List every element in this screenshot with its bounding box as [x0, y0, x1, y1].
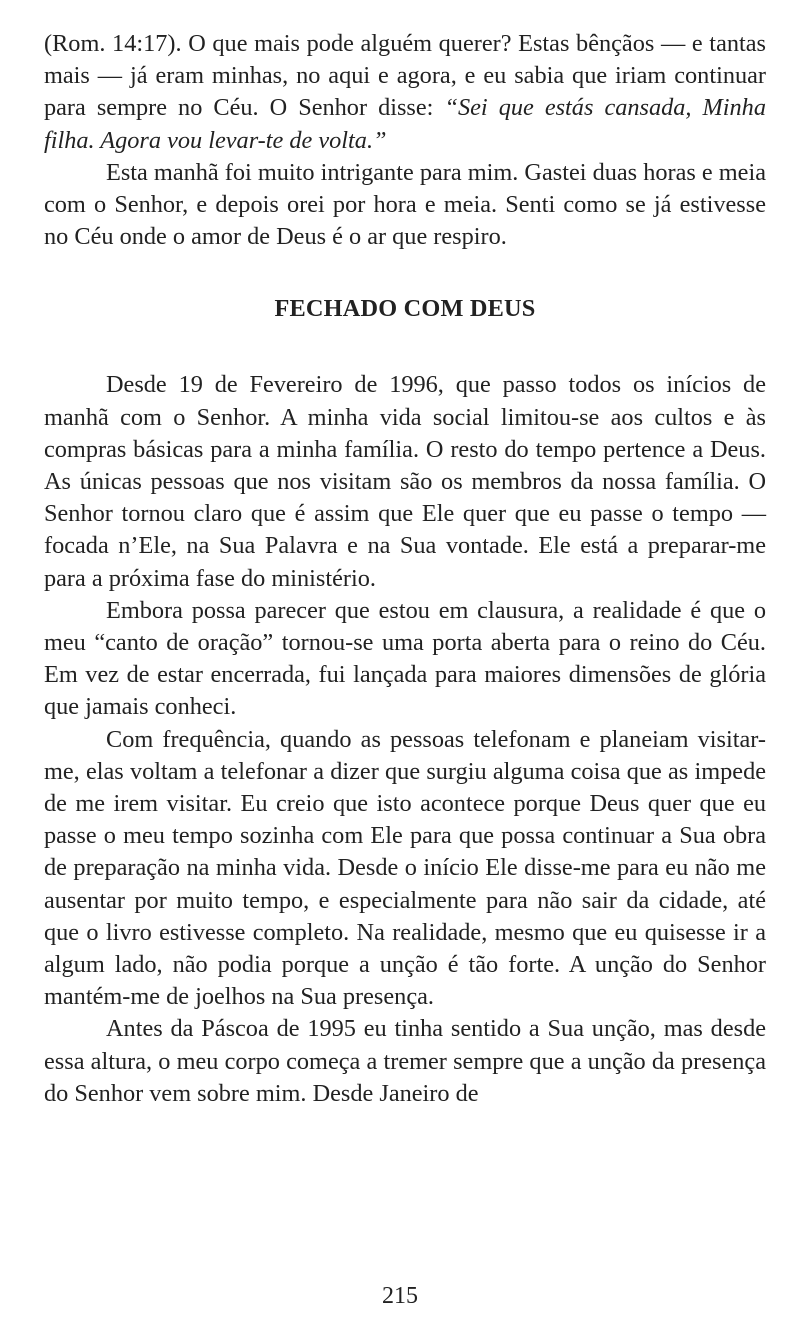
lord-quote: “Sei que estás cansada, Minha filha. Agora vou levar-te de volta.”	[44, 94, 766, 154]
paragraph: Com frequência, quando as pessoas telefonam e planeiam visitar-me, elas voltam a telefonar a dizer que surgiu alguma coisa que as impede de me irem visitar. Eu creio que isto acontece porque Deus quer que eu passe o meu tempo sozinha com Ele para que possa continuar a Sua obra de preparação na minha vida. Desde o início Ele disse-me para eu não me ausentar por muito tempo, e especialmente para não sair da cidade, até que o livro estivesse completo. Na realidade, mesmo que eu quisesse ir a algum lado, não podia porque a unção é tão forte. A unção do Senhor mantém-me de joelhos na Sua presença.	[44, 725, 766, 1011]
paragraph-morning: Esta manhã foi muito intrigante para mim. Gastei duas horas e meia com o Senhor, e depois orei por hora e meia. Senti como se já estivesse no Céu onde o amor de Deus é o ar que respiro.	[44, 158, 766, 251]
opening-paragraph	[44, 28, 766, 157]
paragraph: Desde 19 de Fevereiro de 1996, que passo todos os inícios de manhã com o Senhor. A minha vida social limitou-se aos cultos e às compras básicas para a minha família. O resto do tempo pertence a Deus. As únicas pessoas que nos visitam são os membros da nossa família. O Senhor tornou claro que é assim que Ele quer que eu passe o tempo — focada n’Ele, na Sua Palavra e na Sua vontade. Ele está a preparar-me para a próxima fase do ministério.	[44, 371, 766, 592]
paragraph: Antes da Páscoa de 1995 eu tinha sentido a Sua unção, mas desde essa altura, o meu corpo começa a tremer sempre que a unção da presença do Senhor vem sobre mim. Desde Janeiro de	[44, 1015, 766, 1107]
paragraph: Embora possa parecer que estou em clausura, a realidade é que o meu “canto de oração” tornou-se uma porta aberta para o reino do Céu. Em vez de estar encerrada, fui lançada para maiores dimensões de glória que jamais conheci.	[44, 596, 766, 721]
section-heading: FECHADO COM DEUS	[274, 295, 536, 323]
opening-text: (Rom. 14:17). O que mais pode alguém querer? Estas bênçãos — e tantas mais — já eram minhas, no aqui e agora, e eu sabia que iriam continuar para sempre no Céu. O Senhor disse:	[44, 30, 766, 122]
book-page	[44, 28, 766, 1110]
page-number: 215	[382, 1283, 418, 1309]
